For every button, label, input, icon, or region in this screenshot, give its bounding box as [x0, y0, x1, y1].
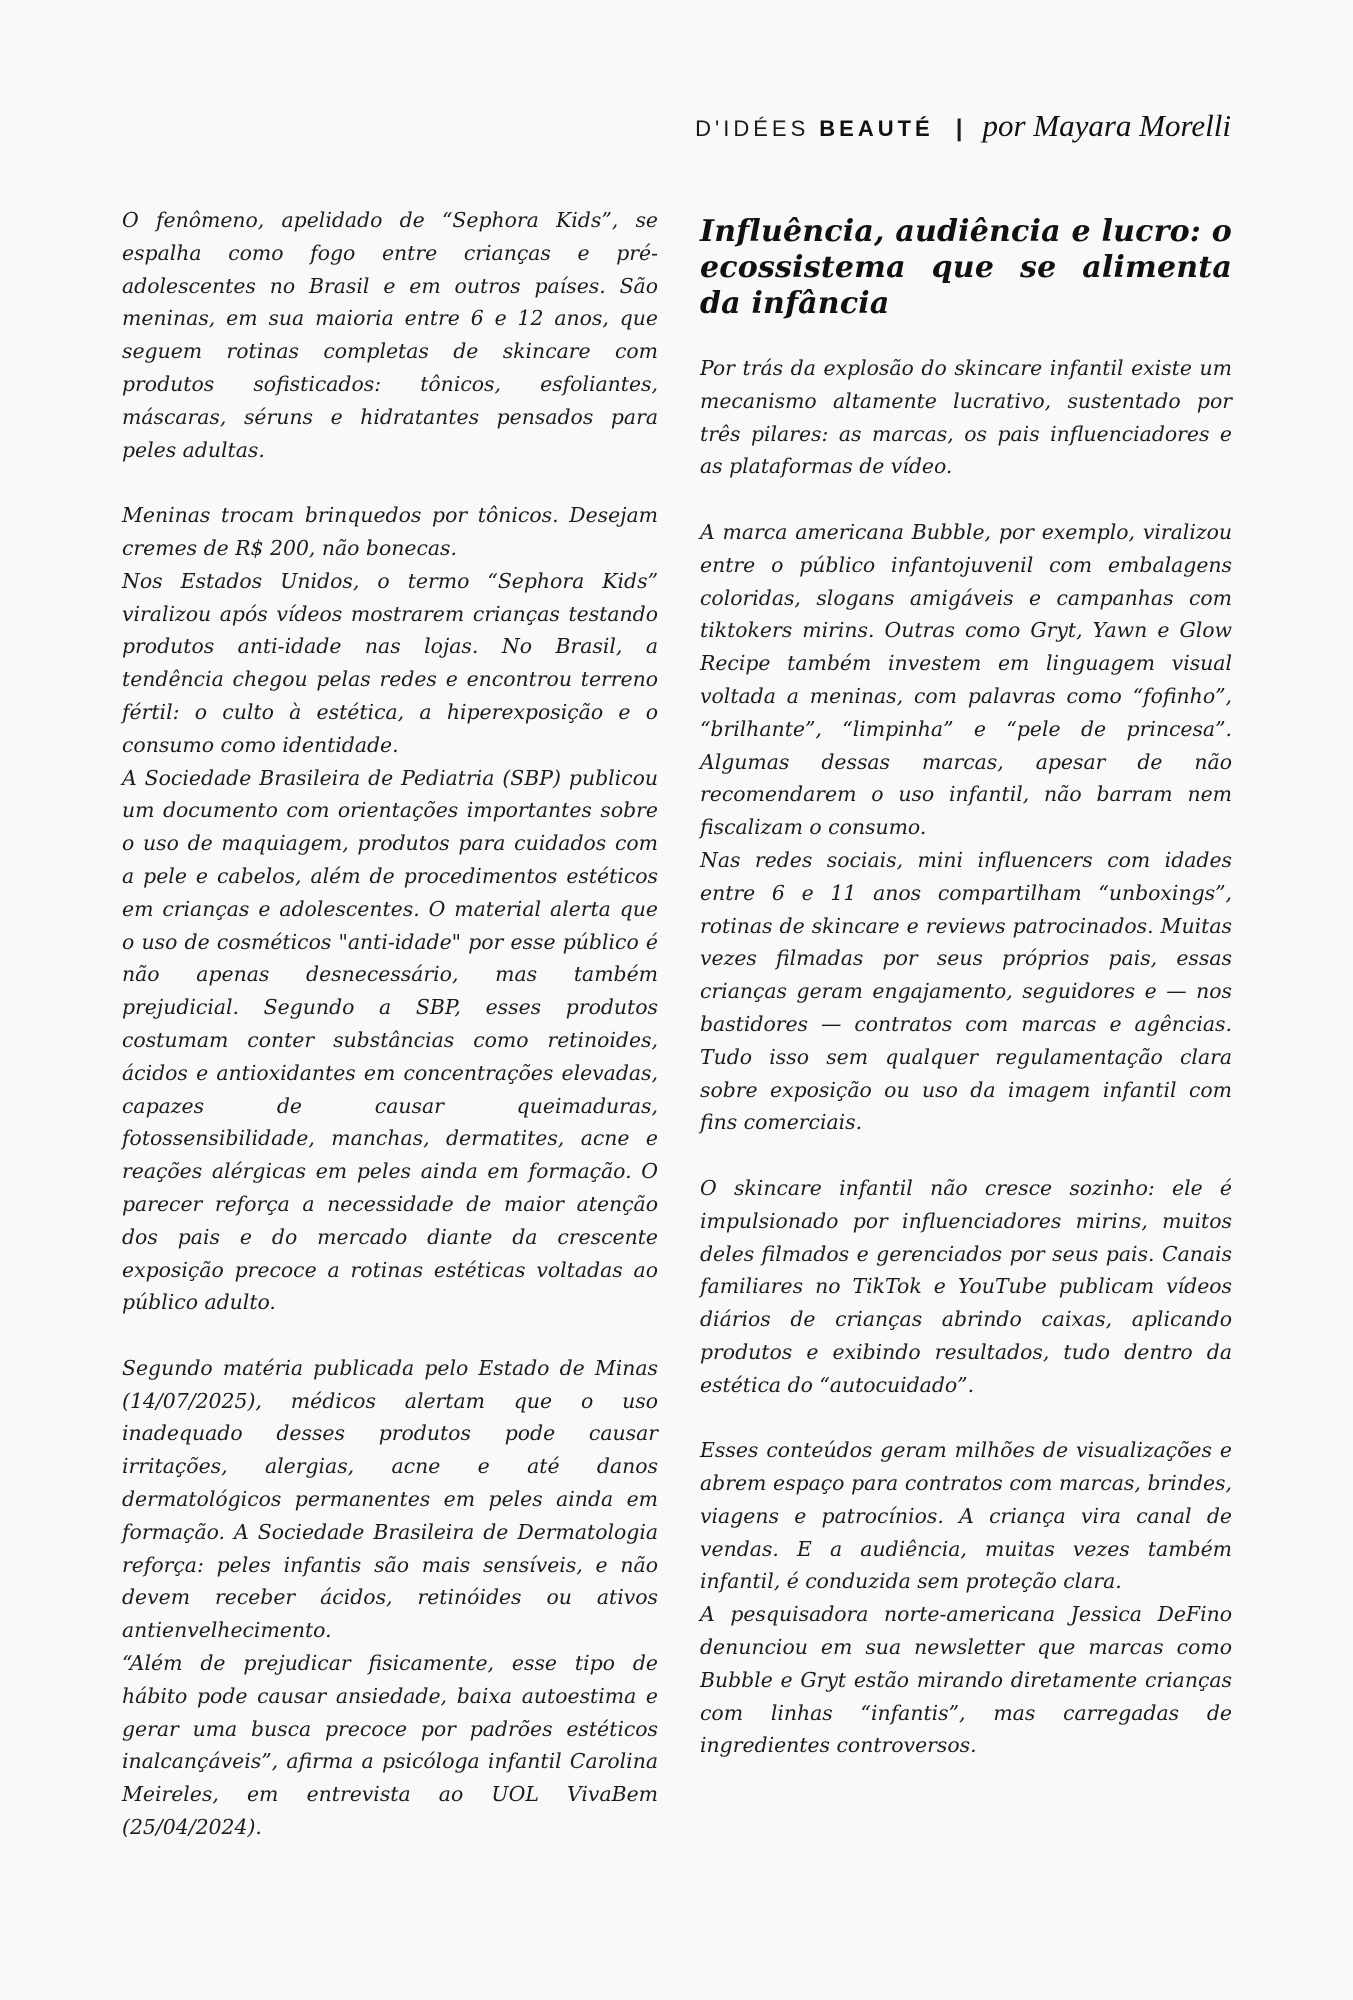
paragraph: Nas redes sociais, mini influencers com idades entre 6 e 11 anos compartilham “unboxings”, rotinas de skincare e reviews patrocinados. Muitas vezes filmadas por seus próprios pais, essas crianças geram engajamento, seguidores e — nos bastidores — contratos com marcas e agências. Tudo isso sem qualquer regulamentação clara sobre exposição ou uso da imagem infantil com fins comerciais.: [700, 847, 1232, 1135]
column-brand-bold: BEAUTÉ: [819, 116, 934, 141]
section-heading: Influência, audiência e lucro: o ecossistema que se alimenta da infância: [700, 214, 1232, 321]
author-byline: por Mayara Morelli: [982, 108, 1231, 143]
paragraph: O fenômeno, apelidado de “Sephora Kids”, se espalha como fogo entre crianças e pré-adolescentes no Brasil e em outros países. São meninas, em sua maioria entre 6 e 12 anos, que seguem rotinas completas de skincare com produtos sofisticados: tônicos, esfoliantes, máscaras, séruns e hidratantes pensados para peles adultas.: [122, 208, 658, 462]
right-column: [700, 214, 1232, 1762]
paragraph: O skincare infantil não cresce sozinho: ele é impulsionado por influenciadores mirins, muitos deles filmados e gerenciados por seus pais. Canais familiares no TikTok e YouTube publicam vídeos diários de crianças abrindo caixas, aplicando produtos e exibindo resultados, tudo dentro da estética do “autocuidado”.: [700, 1175, 1232, 1397]
paragraph: Esses conteúdos geram milhões de visualizações e abrem espaço para contratos com marcas, brindes, viagens e patrocínios. A criança vira canal de vendas. E a audiência, muitas vezes também infantil, é conduzida sem proteção clara.: [700, 1438, 1232, 1594]
paragraph: A Sociedade Brasileira de Pediatria (SBP) publicou um documento com orientações importantes sobre o uso de maquiagem, produtos para cuidados com a pele e cabelos, além de procedimentos estéticos em crianças e adolescentes. O material alerta que o uso de cosméticos "anti-idade" por esse público é não apenas desnecessário, mas também prejudicial. Segundo a SBP, esses produtos costumam conter substâncias como retinoides, ácidos e antioxidantes em concentrações elevadas, capazes de causar queimaduras, fotossensibilidade, manchas, dermatites, acne e reações alérgicas em peles ainda em formação. O parecer reforça a necessidade de maior atenção dos pais e do mercado diante da crescente exposição precoce a rotinas estéticas voltadas ao público adulto.: [122, 765, 658, 1315]
paragraph: Nos Estados Unidos, o termo “Sephora Kids” viralizou após vídeos mostrarem crianças testando produtos anti-idade nas lojas. No Brasil, a tendência chegou pelas redes e encontrou terreno fértil: o culto à estética, a hiperexposição e o consumo como identidade.: [122, 568, 658, 757]
paragraph: “Além de prejudicar fisicamente, esse tipo de hábito pode causar ansiedade, baixa autoestima e gerar uma busca precoce por padrões estéticos inalcançáveis”, afirma a psicóloga infantil Carolina Meireles, em entrevista ao UOL VivaBem (25/04/2024).: [122, 1651, 658, 1840]
paragraph: A pesquisadora norte-americana Jessica DeFino denunciou em sua newsletter que marcas como Bubble e Gryt estão mirando diretamente crianças com linhas “infantis”, mas carregadas de ingredientes controversos.: [700, 1602, 1232, 1758]
paragraph: Segundo matéria publicada pelo Estado de Minas (14/07/2025), médicos alertam que o uso inadequado desses produtos pode causar irritações, alergias, acne e até danos dermatológicos permanentes em peles ainda em formação. A Sociedade Brasileira de Dermatologia reforça: peles infantis são mais sensíveis, e não devem receber ácidos, retinóides ou ativos antienvelhecimento.: [122, 1355, 658, 1643]
paragraph: A marca americana Bubble, por exemplo, viralizou entre o público infantojuvenil com embalagens coloridas, slogans amigáveis e campanhas com tiktokers mirins. Outras como Gryt, Yawn e Glow Recipe também investem em linguagem visual voltada a meninas, com palavras como “fofinho”, “brilhante”, “limpinha” e “pele de princesa”. Algumas dessas marcas, apesar de não recomendarem o uso infantil, não barram nem fiscalizam o consumo.: [700, 519, 1232, 840]
column-brand-light: D'IDÉES: [695, 116, 810, 141]
paragraph: Meninas trocam brinquedos por tônicos. Desejam cremes de R$ 200, não bonecas.: [122, 503, 658, 560]
header-separator: |: [955, 115, 963, 142]
left-column: [122, 204, 658, 1844]
paragraph: Por trás da explosão do skincare infantil existe um mecanismo altamente lucrativo, sustentado por três pilares: as marcas, os pais influenciadores e as plataformas de vídeo.: [700, 356, 1232, 479]
page-header: [695, 108, 1231, 144]
